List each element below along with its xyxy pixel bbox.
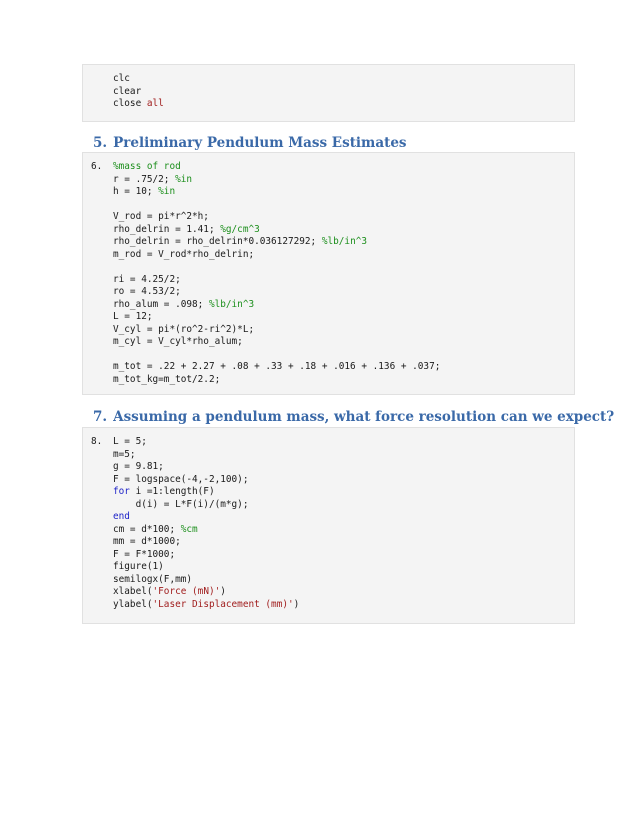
code-text: close <box>113 98 147 109</box>
code-text: m_tot_kg=m_tot/2.2; <box>113 373 221 385</box>
code-line <box>113 224 260 237</box>
code-text: rho_delrin = 1.41; <box>113 223 221 235</box>
code-text: clear <box>113 85 142 97</box>
code-text: rho_delrin = rho_delrin*0.036127292; <box>113 236 322 247</box>
code-line <box>113 549 175 562</box>
code-text: F = F*1000; <box>113 548 176 560</box>
code-line <box>113 98 164 111</box>
section-title: Preliminary Pendulum Mass Estimates <box>113 135 407 151</box>
code-line <box>113 186 175 199</box>
code-line <box>113 436 147 449</box>
code-text: semilogx(F,mm) <box>113 573 193 585</box>
code-block-setup <box>82 64 575 122</box>
code-comment: %cm <box>180 523 198 535</box>
code-line <box>113 474 248 487</box>
code-string: 'Force (mN)' <box>152 586 221 597</box>
code-line <box>113 599 299 612</box>
code-line <box>113 461 164 474</box>
code-text: ro = 4.53/2; <box>113 286 181 297</box>
code-line <box>113 86 141 99</box>
code-text: d(i) = L*F(i)/(m*g); <box>113 498 249 510</box>
code-line <box>113 561 164 574</box>
code-line <box>113 524 198 537</box>
code-text: m_cyl = V_cyl*rho_alum; <box>113 336 243 347</box>
code-line <box>113 336 243 349</box>
code-line <box>113 574 192 587</box>
code-text: m=5; <box>113 448 136 460</box>
code-text: h = 10; <box>113 186 159 197</box>
code-line <box>113 311 153 324</box>
code-line <box>113 286 181 299</box>
code-line <box>113 486 215 499</box>
code-text: i =1:length(F) <box>129 486 215 497</box>
code-line <box>113 174 192 187</box>
code-line <box>113 536 181 549</box>
code-text: ri = 4.25/2; <box>113 273 181 285</box>
code-comment: %in <box>158 186 176 197</box>
section-number: 5. <box>93 135 108 151</box>
code-text: L = 5; <box>113 436 147 447</box>
code-line <box>113 73 130 86</box>
code-text: clc <box>113 73 130 84</box>
code-line <box>113 586 226 599</box>
code-string: 'Laser Displacement (mm)' <box>152 598 294 610</box>
code-text: figure(1) <box>113 561 164 572</box>
code-keyword: end <box>113 511 130 522</box>
code-text: V_cyl = pi*(ro^2-ri^2)*L; <box>113 323 255 335</box>
code-keyword: for <box>113 486 130 497</box>
code-string: all <box>146 98 164 109</box>
code-line <box>113 274 181 287</box>
code-text: m_rod = V_rod*rho_delrin; <box>113 248 255 260</box>
code-line <box>113 249 254 262</box>
code-line <box>113 324 254 337</box>
code-text: ) <box>293 598 300 610</box>
code-text: cm = d*100; <box>113 523 181 535</box>
code-line <box>113 499 248 512</box>
code-text: L = 12; <box>113 311 153 322</box>
code-text: r = .75/2; <box>113 173 176 185</box>
code-line <box>113 211 209 224</box>
section-heading-5 <box>93 135 407 151</box>
code-line <box>113 161 181 174</box>
section-heading-7 <box>93 409 614 425</box>
code-line <box>113 449 136 462</box>
section-title: Assuming a pendulum mass, what force resolution can we expect? <box>113 409 615 425</box>
code-comment: %g/cm^3 <box>220 223 260 235</box>
code-text: xlabel( <box>113 586 153 597</box>
code-comment: %lb/in^3 <box>208 298 255 310</box>
code-comment: %in <box>175 173 193 185</box>
code-comment: %mass of rod <box>113 161 181 172</box>
code-text: mm = d*1000; <box>113 536 181 547</box>
code-text: F = logspace(-4,-2,100); <box>113 473 249 485</box>
code-comment: %lb/in^3 <box>321 236 367 247</box>
code-text: g = 9.81; <box>113 461 164 472</box>
code-line <box>113 374 220 387</box>
line-number: 6. <box>91 161 103 172</box>
code-line <box>113 299 254 312</box>
code-text: V_rod = pi*r^2*h; <box>113 211 209 222</box>
code-line <box>113 511 130 524</box>
code-block-force-resolution <box>82 427 575 624</box>
section-number: 7. <box>93 409 108 425</box>
code-text: rho_alum = .098; <box>113 298 209 310</box>
code-text: ) <box>220 586 226 597</box>
line-number: 8. <box>91 436 103 447</box>
code-line <box>113 361 440 374</box>
code-block-mass-estimates <box>82 152 575 395</box>
code-text: ylabel( <box>113 598 153 610</box>
code-line <box>113 236 367 249</box>
code-text: m_tot = .22 + 2.27 + .08 + .33 + .18 + .016 + .136 + .037; <box>113 361 441 372</box>
